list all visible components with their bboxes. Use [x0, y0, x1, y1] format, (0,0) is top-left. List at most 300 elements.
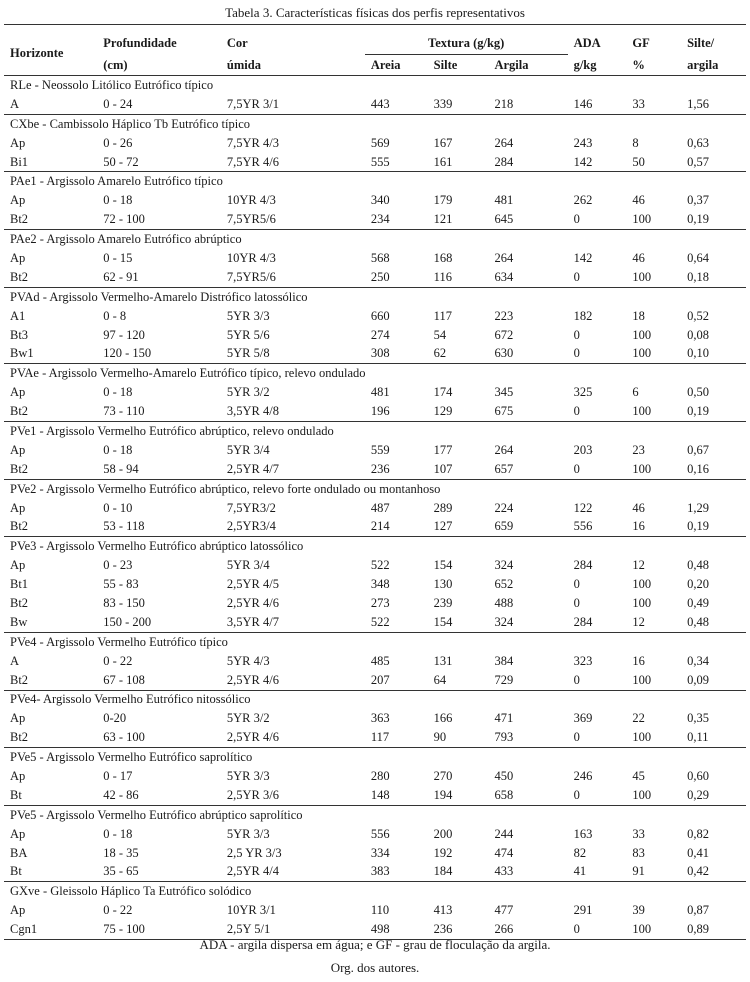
cell-silte: 168 — [433, 250, 453, 265]
cell-silte-argila: 0,09 — [681, 671, 746, 690]
cell-gf: 100 — [626, 786, 681, 805]
table-row — [4, 613, 746, 632]
profile-title: PAe2 - Argissolo Amarelo Eutrófico abrúptico — [10, 232, 242, 247]
cell-argila: 345 — [494, 385, 514, 400]
cell-gf: 50 — [626, 153, 681, 172]
cell-silte-argila: 0,57 — [681, 153, 746, 172]
cell-argila: 672 — [494, 327, 514, 342]
cell-cor: 5YR 3/4 — [226, 558, 270, 573]
cell-profundidade: 58 - 94 — [97, 460, 221, 479]
cell-profundidade: 42 - 86 — [97, 786, 221, 805]
cell-silte-argila: 0,67 — [687, 442, 709, 457]
profile-header-row — [4, 690, 746, 709]
table-row — [4, 728, 746, 747]
cell-silte: 90 — [428, 728, 489, 747]
cell-horizonte: Bt2 — [4, 728, 97, 747]
cell-cor: 2,5YR 4/6 — [221, 671, 365, 690]
cell-cor: 2,5YR 4/7 — [221, 460, 365, 479]
table-row — [4, 556, 746, 575]
cell-cor: 5YR 3/2 — [226, 385, 270, 400]
profile-header-row — [4, 172, 746, 191]
table-row — [4, 460, 746, 479]
cell-cor: 2,5YR 3/6 — [221, 786, 365, 805]
cell-argila: 324 — [488, 613, 567, 632]
profile-header-row — [4, 287, 746, 306]
cell-profundidade: 0 - 22 — [103, 903, 133, 918]
profile-title: PVe4- Argissolo Vermelho Eutrófico nitossólico — [10, 692, 251, 707]
table-header — [4, 25, 746, 76]
table-row — [4, 383, 746, 402]
cell-cor: 7,5YR 4/6 — [221, 153, 365, 172]
table-row — [4, 307, 746, 326]
cell-areia: 522 — [370, 558, 390, 573]
cell-gf: 6 — [632, 385, 639, 400]
cell-argila: 471 — [494, 711, 514, 726]
profile-header-row — [4, 882, 746, 901]
cell-silte: 154 — [433, 558, 453, 573]
cell-argila: 264 — [494, 135, 514, 150]
cell-gf: 46 — [632, 250, 645, 265]
cell-profundidade: 0 - 24 — [97, 95, 221, 114]
table-row — [4, 575, 746, 594]
cell-profundidade: 0 - 23 — [103, 558, 133, 573]
table-footnote: ADA - argila dispersa em água; e GF - grau de floculação da argila. — [199, 937, 551, 952]
cell-ada: 0 — [568, 210, 627, 229]
cell-gf: 100 — [632, 595, 652, 610]
cell-horizonte: BA — [10, 845, 28, 860]
cell-silte: 236 — [428, 920, 489, 939]
profile-title: PVAd - Argissolo Vermelho-Amarelo Distrófico latossólico — [10, 289, 308, 304]
cell-profundidade: 0 - 22 — [103, 653, 133, 668]
cell-cor: 3,5YR 4/8 — [221, 402, 365, 421]
table-row — [4, 499, 746, 518]
table-row — [4, 709, 746, 728]
cell-silte-argila: 0,50 — [687, 385, 709, 400]
cell-gf: 100 — [626, 344, 681, 363]
cell-argila: 634 — [488, 268, 567, 287]
cell-cor: 7,5YR3/2 — [226, 500, 276, 515]
cell-profundidade: 0 - 18 — [103, 442, 133, 457]
cell-argila: 659 — [488, 517, 567, 536]
cell-cor: 7,5YR5/6 — [221, 210, 365, 229]
soil-physical-table — [4, 24, 746, 940]
cell-gf: 100 — [626, 402, 681, 421]
cell-ada: 323 — [573, 653, 593, 668]
cell-cor: 5YR 3/3 — [226, 826, 270, 841]
cell-silte: 192 — [433, 845, 453, 860]
cell-profundidade: 75 - 100 — [97, 920, 221, 939]
cell-ada: 0 — [568, 671, 627, 690]
cell-areia: 234 — [365, 210, 428, 229]
cell-gf: 100 — [626, 728, 681, 747]
cell-gf: 12 — [626, 613, 681, 632]
cell-areia: 274 — [370, 327, 390, 342]
profile-header-row — [4, 364, 746, 383]
cell-silte-argila: 0,48 — [687, 558, 709, 573]
cell-areia: 485 — [370, 653, 390, 668]
cell-gf: 100 — [632, 327, 652, 342]
cell-cor: 5YR 3/2 — [226, 711, 270, 726]
cell-silte-argila: 0,48 — [681, 613, 746, 632]
cell-silte: 167 — [433, 135, 453, 150]
cell-argila: 645 — [488, 210, 567, 229]
cell-cor: 5YR 3/3 — [226, 769, 270, 783]
cell-gf: 16 — [626, 517, 681, 536]
table-row — [4, 326, 746, 345]
cell-cor: 7,5YR 4/3 — [226, 135, 279, 150]
cell-areia: 487 — [370, 500, 390, 515]
col-silte: Silte — [428, 55, 489, 76]
cell-silte: 154 — [428, 613, 489, 632]
cell-silte-argila: 0,42 — [681, 863, 746, 882]
cell-ada: 0 — [568, 786, 627, 805]
cell-gf: 45 — [632, 769, 645, 783]
cell-silte: 174 — [433, 385, 453, 400]
cell-profundidade: 0 - 8 — [103, 308, 127, 323]
cell-ada: 182 — [573, 308, 593, 323]
cell-silte-argila: 0,35 — [687, 711, 709, 726]
cell-profundidade: 0 - 26 — [103, 135, 133, 150]
cell-silte-argila: 0,18 — [681, 268, 746, 287]
col-areia: Areia — [365, 55, 428, 76]
cell-silte: 54 — [433, 327, 447, 342]
cell-argila: 675 — [488, 402, 567, 421]
cell-areia: 559 — [370, 442, 390, 457]
cell-cor: 2,5Y 5/1 — [221, 920, 365, 939]
cell-argila: 793 — [488, 728, 567, 747]
cell-horizonte: Bt2 — [4, 402, 97, 421]
cell-ada: 243 — [573, 135, 593, 150]
cell-ada: 0 — [573, 577, 580, 592]
cell-silte-argila: 0,08 — [687, 327, 709, 342]
cell-silte: 64 — [428, 671, 489, 690]
profile-title: CXbe - Cambissolo Háplico Tb Eutrófico típico — [10, 116, 251, 131]
cell-gf: 100 — [626, 920, 681, 939]
col-silte-argila-sub: argila — [681, 55, 746, 76]
cell-profundidade: 120 - 150 — [97, 344, 221, 363]
cell-cor: 2,5YR 4/4 — [221, 863, 365, 882]
profile-title: PVe5 - Argissolo Vermelho Eutrófico saprolítico — [10, 750, 253, 765]
cell-gf: 33 — [632, 826, 645, 841]
profile-title: PVe5 - Argissolo Vermelho Eutrófico abrúptico saprolítico — [10, 807, 303, 822]
cell-horizonte: Ap — [10, 135, 26, 150]
cell-argila: 630 — [488, 344, 567, 363]
cell-ada: 146 — [568, 95, 627, 114]
col-cor-sub: úmida — [221, 55, 365, 76]
profile-header-row — [4, 632, 746, 651]
col-ada-unit: g/kg — [568, 55, 627, 76]
cell-horizonte: Ap — [10, 442, 26, 457]
cell-ada: 203 — [573, 442, 593, 457]
cell-gf: 83 — [632, 845, 645, 860]
cell-gf: 8 — [632, 135, 639, 150]
table-caption: Tabela 3. Características físicas dos perfis representativos — [225, 5, 525, 20]
table-row — [4, 671, 746, 690]
cell-ada: 142 — [568, 153, 627, 172]
cell-silte: 413 — [433, 903, 453, 918]
cell-gf: 23 — [632, 442, 645, 457]
cell-areia: 522 — [365, 613, 428, 632]
cell-profundidade: 0 - 15 — [103, 250, 133, 265]
cell-horizonte: Ap — [10, 385, 26, 400]
cell-silte-argila: 0,82 — [687, 826, 709, 841]
cell-cor: 5YR 5/8 — [221, 344, 365, 363]
cell-silte-argila: 0,37 — [687, 193, 709, 208]
cell-areia: 207 — [365, 671, 428, 690]
col-profundidade-unit: (cm) — [97, 55, 221, 76]
profile-header-row — [4, 422, 746, 441]
col-gf: GF — [626, 25, 681, 56]
cell-profundidade: 73 - 110 — [97, 402, 221, 421]
cell-gf: 100 — [626, 210, 681, 229]
cell-horizonte: Bt2 — [10, 595, 29, 610]
cell-silte-argila: 0,60 — [687, 769, 709, 783]
cell-argila: 450 — [494, 769, 514, 783]
cell-silte-argila: 0,49 — [687, 595, 709, 610]
cell-horizonte: Ap — [10, 826, 26, 841]
cell-silte-argila: 0,29 — [681, 786, 746, 805]
cell-horizonte: Bt2 — [4, 517, 97, 536]
cell-horizonte: Ap — [10, 769, 26, 783]
cell-silte: 131 — [433, 653, 453, 668]
cell-ada: 122 — [573, 500, 593, 515]
profile-header-row — [4, 114, 746, 133]
col-textura: Textura (g/kg) — [365, 25, 568, 56]
cell-silte-argila: 0,16 — [681, 460, 746, 479]
col-cor: Cor — [221, 25, 365, 56]
cell-horizonte: Ap — [10, 500, 26, 515]
table-row — [4, 191, 746, 210]
cell-silte: 177 — [433, 442, 453, 457]
cell-cor: 5YR 5/6 — [226, 327, 270, 342]
profile-header-row — [4, 230, 746, 249]
cell-areia: 556 — [370, 826, 390, 841]
cell-profundidade: 0 - 17 — [103, 769, 133, 783]
cell-ada: 0 — [568, 920, 627, 939]
cell-ada: 325 — [573, 385, 593, 400]
cell-silte: 116 — [428, 268, 489, 287]
cell-ada: 0 — [568, 344, 627, 363]
cell-argila: 324 — [494, 558, 514, 573]
cell-areia: 568 — [370, 250, 390, 265]
col-profundidade: Profundidade — [97, 25, 221, 56]
cell-silte-argila: 0,20 — [687, 577, 709, 592]
cell-profundidade: 62 - 91 — [97, 268, 221, 287]
cell-ada: 82 — [573, 845, 587, 860]
cell-cor: 7,5YR 3/1 — [221, 95, 365, 114]
table-row — [4, 95, 746, 114]
cell-cor: 2,5 YR 3/3 — [226, 845, 282, 860]
cell-ada: 291 — [573, 903, 593, 918]
cell-horizonte: Ap — [10, 250, 26, 265]
cell-silte-argila: 0,63 — [687, 135, 709, 150]
cell-silte: 117 — [433, 308, 452, 323]
cell-argila: 384 — [494, 653, 514, 668]
cell-cor: 10YR 4/3 — [226, 193, 276, 208]
cell-gf: 91 — [626, 863, 681, 882]
cell-horizonte: Bw — [4, 613, 97, 632]
col-ada: ADA — [568, 25, 627, 56]
profile-title: RLe - Neossolo Litólico Eutrófico típico — [10, 77, 214, 92]
cell-areia: 308 — [365, 344, 428, 363]
profile-header-row — [4, 748, 746, 767]
cell-ada: 0 — [568, 728, 627, 747]
cell-silte-argila: 0,19 — [681, 210, 746, 229]
cell-argila: 433 — [488, 863, 567, 882]
cell-profundidade: 18 - 35 — [103, 845, 139, 860]
cell-areia: 250 — [365, 268, 428, 287]
cell-argila: 474 — [494, 845, 514, 860]
cell-gf: 100 — [626, 460, 681, 479]
table-source: Org. dos autores. — [330, 960, 420, 975]
cell-cor: 2,5YR 4/6 — [226, 595, 279, 610]
profile-title: PVe2 - Argissolo Vermelho Eutrófico abrúptico, relevo forte ondulado ou montanhoso — [10, 481, 441, 496]
cell-silte: 127 — [428, 517, 489, 536]
table-row — [4, 153, 746, 172]
cell-silte: 184 — [428, 863, 489, 882]
cell-argila: 218 — [488, 95, 567, 114]
cell-horizonte: Cgn1 — [4, 920, 97, 939]
cell-profundidade: 50 - 72 — [97, 153, 221, 172]
cell-profundidade: 83 - 150 — [103, 595, 145, 610]
cell-profundidade: 0 - 10 — [103, 500, 133, 515]
cell-silte: 270 — [433, 769, 453, 783]
cell-gf: 100 — [632, 577, 652, 592]
cell-ada: 0 — [568, 268, 627, 287]
cell-silte-argila: 0,52 — [687, 308, 709, 323]
cell-silte: 121 — [428, 210, 489, 229]
profile-header-row — [4, 537, 746, 556]
cell-profundidade: 97 - 120 — [103, 327, 145, 342]
col-argila: Argila — [488, 55, 567, 76]
profile-title: GXve - Gleissolo Háplico Ta Eutrófico solódico — [10, 884, 252, 899]
cell-profundidade: 0 - 18 — [103, 193, 133, 208]
cell-ada: 0 — [568, 460, 627, 479]
cell-areia: 383 — [365, 863, 428, 882]
profile-title: PVe1 - Argissolo Vermelho Eutrófico abrúptico, relevo ondulado — [10, 423, 334, 438]
profile-header-row — [4, 479, 746, 498]
cell-cor: 5YR 3/3 — [226, 308, 270, 323]
cell-areia: 498 — [365, 920, 428, 939]
table-row — [4, 786, 746, 805]
cell-profundidade: 55 - 83 — [103, 577, 139, 592]
cell-cor: 5YR 3/4 — [226, 442, 270, 457]
cell-silte-argila: 1,29 — [687, 500, 709, 515]
cell-silte: 200 — [433, 826, 453, 841]
cell-areia: 280 — [370, 769, 390, 783]
cell-silte-argila: 0,64 — [687, 250, 709, 265]
cell-ada: 556 — [568, 517, 627, 536]
cell-ada: 284 — [573, 558, 593, 573]
cell-horizonte: Bt2 — [4, 671, 97, 690]
cell-profundidade: 0 - 18 — [103, 826, 133, 841]
cell-horizonte: Ap — [10, 558, 26, 573]
cell-gf: 46 — [632, 500, 645, 515]
cell-gf: 100 — [626, 671, 681, 690]
cell-profundidade: 53 - 118 — [97, 517, 221, 536]
cell-areia: 196 — [365, 402, 428, 421]
cell-cor: 3,5YR 4/7 — [221, 613, 365, 632]
cell-profundidade: 0-20 — [103, 711, 127, 726]
cell-gf: 22 — [632, 711, 645, 726]
cell-argila: 266 — [488, 920, 567, 939]
cell-argila: 658 — [488, 786, 567, 805]
cell-horizonte: Ap — [10, 193, 26, 208]
cell-ada: 0 — [573, 595, 580, 610]
cell-areia: 348 — [370, 577, 390, 592]
cell-horizonte: Bi1 — [4, 153, 97, 172]
cell-ada: 262 — [573, 193, 593, 208]
cell-argila: 652 — [494, 577, 514, 592]
table-row — [4, 402, 746, 421]
cell-horizonte: Bw1 — [4, 344, 97, 363]
col-silte-argila: Silte/ — [681, 25, 746, 56]
cell-silte: 339 — [428, 95, 489, 114]
cell-areia: 569 — [370, 135, 390, 150]
cell-gf: 100 — [626, 268, 681, 287]
cell-horizonte: A1 — [10, 308, 26, 323]
cell-ada: 41 — [568, 863, 627, 882]
cell-silte-argila: 0,10 — [681, 344, 746, 363]
cell-areia: 236 — [365, 460, 428, 479]
table-row — [4, 863, 746, 882]
cell-silte-argila: 0,41 — [687, 845, 709, 860]
cell-silte-argila: 0,11 — [681, 728, 746, 747]
cell-cor: 10YR 4/3 — [226, 250, 276, 265]
cell-cor: 7,5YR5/6 — [221, 268, 365, 287]
cell-argila: 477 — [494, 903, 514, 918]
cell-silte-argila: 1,56 — [681, 95, 746, 114]
table-row — [4, 844, 746, 863]
cell-horizonte: Bt1 — [10, 577, 29, 592]
cell-silte-argila: 0,89 — [681, 920, 746, 939]
cell-silte: 107 — [428, 460, 489, 479]
cell-ada: 142 — [573, 250, 593, 265]
cell-cor: 5YR 4/3 — [226, 653, 270, 668]
cell-areia: 148 — [365, 786, 428, 805]
cell-ada: 163 — [573, 826, 593, 841]
cell-argila: 244 — [494, 826, 514, 841]
cell-cor: 2,5YR 4/6 — [221, 728, 365, 747]
profile-title: PVAe - Argissolo Vermelho-Amarelo Eutrófico típico, relevo ondulado — [10, 366, 366, 381]
cell-silte: 130 — [433, 577, 453, 592]
cell-ada: 0 — [573, 327, 580, 342]
cell-silte-argila: 0,34 — [687, 653, 709, 668]
cell-profundidade: 35 - 65 — [97, 863, 221, 882]
col-horizonte: Horizonte — [4, 25, 97, 76]
cell-areia: 334 — [370, 845, 390, 860]
cell-horizonte: Bt2 — [4, 460, 97, 479]
cell-gf: 16 — [632, 653, 645, 668]
cell-horizonte: Bt2 — [4, 268, 97, 287]
cell-profundidade: 0 - 18 — [103, 385, 133, 400]
cell-cor: 2,5YR 4/5 — [226, 577, 279, 592]
cell-argila: 657 — [488, 460, 567, 479]
cell-ada: 246 — [573, 769, 593, 783]
table-row — [4, 441, 746, 460]
cell-profundidade: 63 - 100 — [97, 728, 221, 747]
profile-title: PVe3 - Argissolo Vermelho Eutrófico abrúptico latossólico — [10, 539, 304, 554]
table-row — [4, 825, 746, 844]
table-row — [4, 249, 746, 268]
table-row — [4, 652, 746, 671]
cell-argila: 224 — [494, 500, 514, 515]
cell-argila: 223 — [494, 308, 514, 323]
col-gf-unit: % — [626, 55, 681, 76]
cell-horizonte: A — [10, 653, 20, 668]
profile-header-row — [4, 76, 746, 95]
cell-horizonte: Bt2 — [4, 210, 97, 229]
